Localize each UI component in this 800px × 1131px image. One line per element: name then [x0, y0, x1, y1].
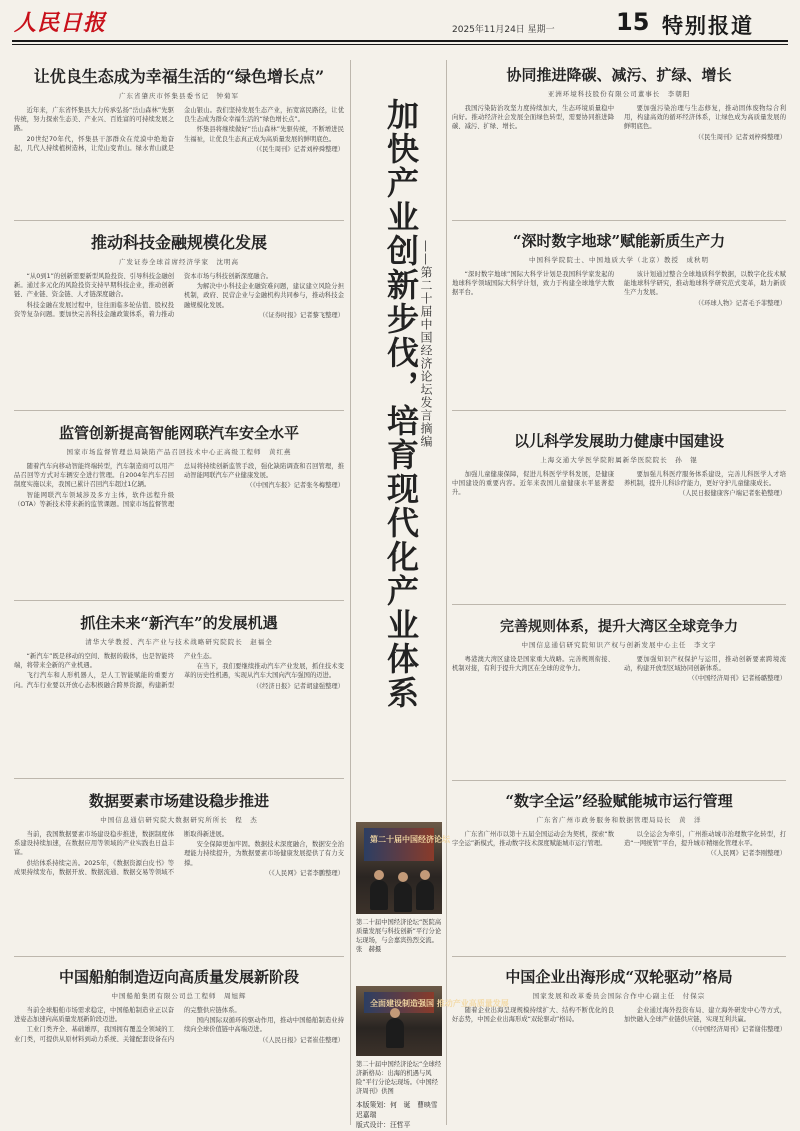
article-body	[452, 655, 786, 765]
article-paragraph: 加强儿童健康保障，促进儿科医学学科发展，是健康中国建设的重要内容。近年来我国儿童健康水平显著提升。	[452, 471, 614, 497]
article-body	[452, 830, 786, 940]
article-byline: 上海交通大学医学院附属新华医院院长 孙 锟	[540, 456, 698, 464]
article-title: 数据要素市场建设稳步推进	[88, 792, 269, 810]
divider	[14, 956, 344, 957]
article-title: 推动科技金融规模化发展	[90, 233, 267, 252]
divider	[452, 956, 786, 957]
article-paragraph: 为解决中小科技企业融资难问题，建议建立风险分担机制，政府、民营企业与金融机构共同参与，推动科技金融规模化发展。	[184, 283, 344, 309]
article-body	[14, 272, 344, 396]
article-title: 以儿科学发展助力健康中国建设	[513, 432, 724, 450]
article-body	[14, 106, 344, 214]
article-credit: （《环球人物》记者毛予菲整理）	[694, 299, 786, 307]
article-smart-vehicle-safety	[14, 422, 344, 592]
column-divider	[350, 60, 351, 1125]
article-paragraph: 我国污染防治攻坚力度持续加大，生态环境质量稳中向好。推动经济社会发展全面绿色转型，需要协同推进降碳、减污、扩绿、增长。	[452, 105, 614, 131]
article-paragraph: 在当下，我们要继续推动汽车产业发展，抓住技术变革的历史性机遇，实现从汽车大国向汽车强国的迈进。	[184, 663, 344, 680]
photo-screen-text: 第二十届中国经济论坛	[370, 835, 450, 844]
divider	[14, 778, 344, 779]
article-paragraph: 要加强知识产权保护与运用，推动创新要素跨境流动，构建开放型区域协同创新体系。	[624, 656, 786, 673]
article-byline: 国家发展和改革委员会国际合作中心副主任 付保宗	[532, 992, 706, 1000]
article-byline: 中国科学院院士、中国地质大学（北京）教授 成秋明	[529, 256, 709, 264]
article-paragraph: 要加强儿科医疗服务体系建设，完善儿科医学人才培养机制，提升儿科诊疗能力，更好守护儿童健康成长。	[624, 471, 786, 488]
article-credit: （《中国经济周刊》记者谢伟整理）	[688, 1026, 786, 1034]
article-paragraph: 广东省广州市以第十五届全国运动会为契机，探索“数字全运”新模式，推动数字技术深度赋能城市运行管理。	[452, 831, 614, 848]
article-paragraph: 近年来，广东省怀集县大力传承弘扬“岳山森林”先驱传统，努力探索生态美、产业兴、百姓富的可持续发展之路。	[14, 107, 174, 133]
article-paragraph: 安全保障更加牢固。数据技术深度融合，数据安全治理能力持续提升，为数据要素市场健康发展提供了有力支撑。	[184, 841, 344, 867]
section-title: 特别报道	[662, 14, 754, 38]
feature-subtitle: ——第二十届中国经济论坛发言摘编	[419, 240, 433, 448]
article-body	[14, 830, 344, 940]
article-body	[452, 470, 786, 582]
article-byline: 清华大学教授、汽车产业与技术战略研究院院长 赵福全	[85, 638, 273, 646]
article-credit: （《中国汽车报》记者张冬梅整理）	[246, 482, 344, 490]
article-paragraph: 粤港澳大湾区建设是国家重大战略。完善规则衔接、机制对接，有利于提升大湾区在全球的竞争力。	[452, 656, 614, 673]
article-title: 抓住未来“新汽车”的发展机遇	[80, 614, 278, 632]
article-new-vehicle	[14, 612, 344, 772]
article-paragraph: 随着汽车向移动智能终端转型，汽车制造商可以用产品召回等方式对车辆安全进行管理。自2004年汽车召回制度实施以来，我国已累计召回汽车超过1亿辆。	[14, 463, 174, 489]
photo-caption: 第二十届中国经济论坛“医院高质量发展与科技创新”平行分论坛现场，与会嘉宾热烈交流。 张 赫摄	[356, 919, 442, 953]
article-paragraph: 当前，我国数据要素市场建设稳步推进，数据制度体系建设持续加速，在数据应用等领域的产业实践也日益丰富。	[14, 831, 174, 857]
article-pediatrics	[452, 430, 786, 600]
article-paragraph: 怀集县将继续做好“岳山森林”先驱传统，不断增进民生福祉，让优良生态真正成为高质量发展的鲜明底色。	[184, 126, 344, 143]
forum-photo	[356, 822, 450, 914]
article-paragraph: 随着企业出海呈现规模持续扩大、结构不断优化的良好态势，中国企业出海形成“双轮驱动”格局。	[452, 1007, 614, 1024]
article-paragraph: 企业通过海外投资布局、建立海外研发中心等方式，加快融入全球产业链供应链，实现互利共赢。	[624, 1007, 786, 1024]
article-title: “深时数字地球”赋能新质生产力	[512, 232, 726, 250]
divider	[14, 220, 344, 221]
article-body	[14, 652, 344, 762]
article-overseas-expansion	[452, 966, 786, 1126]
article-credit: （《证券时报》记者黎飞整理）	[258, 311, 344, 319]
article-paragraph: 工业门类齐全、基础雄厚，我国拥有覆盖全领域的工业门类，可提供从原材料到动力系统、关键配套设备在内的完整供应链体系。	[14, 1007, 241, 1043]
divider	[452, 220, 786, 221]
article-shipbuilding	[14, 966, 344, 1126]
article-byline: 亚洲环境科技股份有限公司董事长 李朝阳	[547, 90, 691, 98]
article-credit: （《经济日报》记者胡建强整理）	[252, 682, 344, 690]
article-paragraph: “从0到1”的创新需要新型风险投资、引导科技金融创新。通过多元化的风险投资支持早期科技企业，推动创新链、产业链、资金链、人才链深度融合。	[14, 273, 174, 299]
article-byline: 中国信息通信研究院大数据研究所所长 程 杰	[100, 816, 258, 824]
article-title: 完善规则体系，提升大湾区全球竞争力	[500, 619, 738, 635]
article-paragraph: 供给体系持续完善。2025年，《数据资源白皮书》等成果持续发布，数据开放、数据流通、数据交易等领域不断取得新进展。	[14, 831, 229, 876]
photo-caption: 第二十届中国经济论坛“全球经济新格局：出海的机遇与风险”平行分论坛现场。《中国经济周刊》供图	[356, 1061, 442, 1095]
page-number: 15	[616, 8, 650, 36]
article-title: 中国企业出海形成“双轮驱动”格局	[505, 968, 733, 986]
article-paragraph: 飞行汽车和人形机器人，是人工智能赋能的重要方向。汽车行业要以开放心态积极融合跨界资源，构建新型产业生态。	[14, 653, 216, 689]
article-body	[14, 462, 344, 574]
article-credit: （《人民网》记者李鹏整理）	[265, 869, 344, 877]
imprint-planning: 本版策划：何 诞 曹映雪 迟嘉瑞	[356, 1101, 445, 1119]
article-byline: 中国船舶集团有限公司总工程师 周旭辉	[111, 992, 247, 1000]
article-deep-time-earth	[452, 230, 786, 400]
imprint-design: 版式设计：汪哲平	[356, 1121, 411, 1129]
article-body	[452, 104, 786, 212]
page-imprint	[356, 1100, 445, 1130]
article-byline: 中国信息通信研究院知识产权与创新发展中心主任 李文宇	[521, 641, 717, 649]
article-byline: 广东省肇庆市怀集县委书记 钟菊军	[119, 92, 239, 100]
article-byline: 广发证券全球首席经济学家 沈明高	[119, 258, 239, 266]
feature-title: 加快产业创新步伐，培育现代化产业体系	[382, 98, 420, 710]
column-divider	[446, 60, 447, 1125]
article-paragraph: 该计划通过整合全球地质科学数据，以数字化技术赋能地球科学研究，推动地球科学研究范式变革，助力新质生产力发展。	[624, 271, 786, 297]
article-body	[14, 1006, 344, 1124]
article-paragraph: 当前全球船舶市场需求稳定，中国船舶制造业正以奋进姿态加速向高质量发展新阶段迈进。	[14, 1007, 174, 1024]
issue-date: 2025年11月24日 星期一	[452, 25, 555, 35]
article-data-market	[14, 790, 344, 950]
article-paragraph: 20世纪70年代，怀集县干部群众在荒漠中绝地奋起，几代人持续植树造林，让荒山变青山。绿水青山就是金山银山。我们坚持发展生态产业，拓宽富民路径，让优良生态成为群众幸福生活的“绿色增长点”。	[14, 107, 344, 152]
article-credit: （《民生周刊》记者刘梓舜整理）	[252, 145, 344, 153]
article-paragraph: 科技金融在发展过程中，往往面临多轮估值、股权投资等复杂问题。要加快完善科技金融政策体系，着力推动资本市场与科技创新深度融合。	[14, 273, 273, 318]
photo-screen-text: 全面建设制造强国 推动产业高质量发展	[370, 999, 509, 1008]
article-credit: （《人民网》记者李刚整理）	[707, 850, 786, 858]
article-title: 让优良生态成为幸福生活的“绿色增长点”	[33, 67, 325, 86]
article-paragraph: 要加强污染治理与生态修复，推动固体废物综合利用，构建高效的循环经济体系，让绿色成为高质量发展的鲜明底色。	[624, 105, 786, 131]
article-digital-games	[452, 790, 786, 950]
article-title: 监管创新提高智能网联汽车安全水平	[58, 424, 299, 442]
article-paragraph: 智能网联汽车领域涉及多方主体，软件远程升级（OTA）等新技术带来新的监管课题。国家市场监督管理总局将持续创新监管手段，强化缺陷调查和召回管理，推动智能网联汽车产业健康发展。	[14, 463, 344, 508]
article-title: 协同推进降碳、减污、扩绿、增长	[506, 66, 732, 84]
article-paragraph: 以全运会为牵引，广州推动城市治理数字化转型，打造“一网统管”平台，提升城市精细化管理水平。	[624, 831, 786, 848]
divider	[14, 410, 344, 411]
divider	[452, 604, 786, 605]
article-body	[452, 1006, 786, 1124]
article-body	[452, 270, 786, 394]
divider	[452, 410, 786, 411]
article-paragraph: “深时数字地球”国际大科学计划是我国科学家发起的地球科学领域国际大科学计划，致力于构建全球地学大数据平台。	[452, 271, 614, 297]
article-credit: （《中国经济周刊》记者杨璐整理）	[688, 675, 786, 683]
newspaper-logo: 人民日报	[14, 10, 107, 36]
article-green-growth	[14, 64, 344, 214]
article-byline: 广东省广州市政务服务和数据管理局局长 黄 洋	[536, 816, 702, 824]
article-title: 中国船舶制造迈向高质量发展新阶段	[58, 968, 299, 986]
article-greater-bay-area	[452, 616, 786, 776]
masthead	[12, 6, 788, 36]
article-paragraph: 国内国际双循环的驱动作用，推动中国船舶制造业持续向全球价值链中高端迈进。	[184, 1017, 344, 1034]
forum-photo	[356, 986, 509, 1056]
masthead-rule-thin	[12, 44, 788, 45]
article-carbon-reduction	[452, 64, 786, 214]
divider	[14, 600, 344, 601]
divider	[452, 780, 786, 781]
article-title: “数字全运”经验赋能城市运行管理	[505, 792, 733, 810]
article-byline: 国家市场监督管理总局缺陷产品召回技术中心正高级工程师 黄红燕	[66, 448, 292, 456]
article-credit: （《人民日报》记者崔佳整理）	[258, 1036, 344, 1044]
article-credit: （《民生周刊》记者刘梓舜整理）	[694, 133, 786, 141]
masthead-rule	[12, 40, 788, 42]
article-credit: （人民日报健康客户端记者张艳整理）	[678, 490, 786, 498]
article-paragraph: “新汽车”既是移动的空间、数据的载体，也是智能终端，将带来全新的产业机遇。	[14, 653, 174, 670]
article-sci-tech-finance	[14, 230, 344, 400]
